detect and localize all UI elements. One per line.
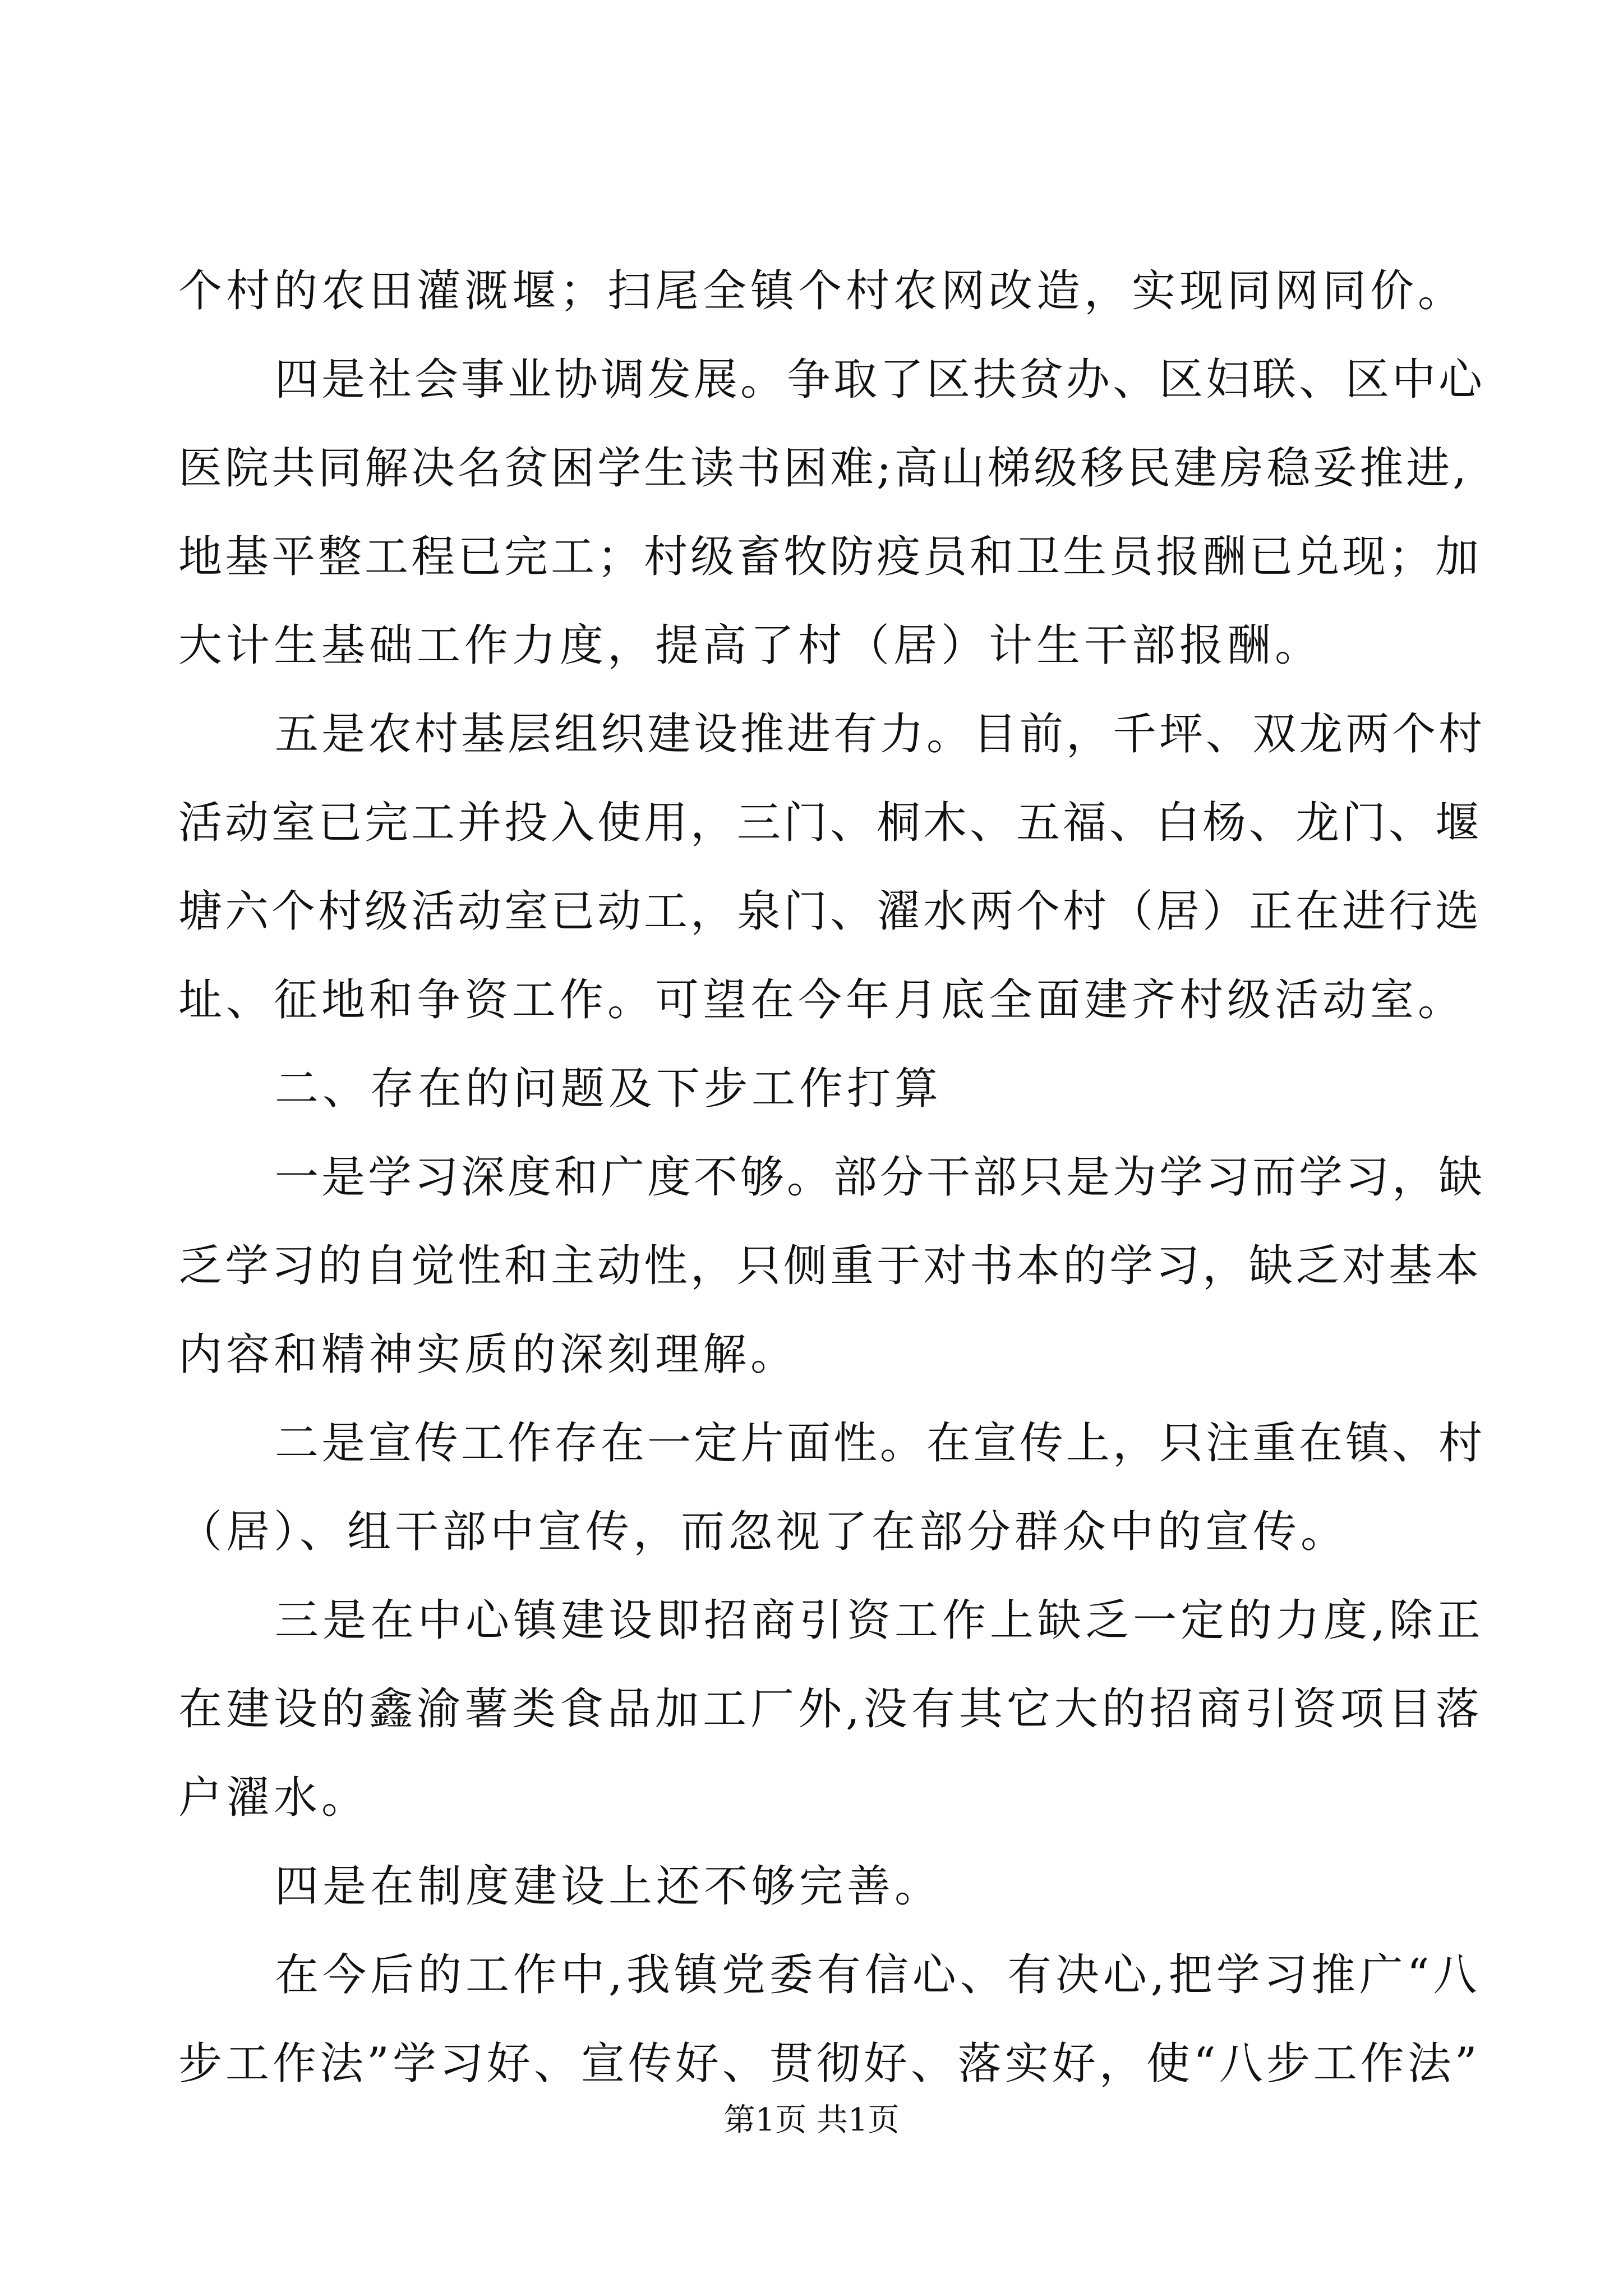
text-line: 地基平整工程已完工；村级畜牧防疫员和卫生员报酬已兑现；加 <box>178 532 1482 582</box>
text-line: 四是社会事业协调发展。争取了区扶贫办、区妇联、区中心 <box>275 355 1486 405</box>
text-line: （居）、组干部中宣传，而忽视了在部分群众中的宣传。 <box>178 1507 1349 1557</box>
text-line: 二是宣传工作存在一定片面性。在宣传上，只注重在镇、村 <box>275 1418 1486 1469</box>
text-line: 三是在中心镇建设即招商引资工作上缺乏一定的力度,除正 <box>275 1595 1484 1646</box>
text-line: 二、存在的问题及下步工作打算 <box>275 1064 943 1114</box>
text-line: 一是学习深度和广度不够。部分干部只是为学习而学习，缺 <box>275 1152 1486 1203</box>
text-line: 医院共同解决名贫困学生读书困难;高山梯级移民建房稳妥推进, <box>178 443 1470 494</box>
text-line: 在建设的鑫渝薯类食品加工厂外,没有其它大的招商引资项目落 <box>178 1684 1483 1734</box>
text-line: 步工作法”学习好、宣传好、贯彻好、落实好，使“八步工作法” <box>178 2039 1481 2089</box>
text-line: 在今后的工作中,我镇党委有信心、有决心,把学习推广“八 <box>275 1950 1481 2000</box>
text-line: 大计生基础工作力度，提高了村（居）计生干部报酬。 <box>178 620 1323 671</box>
page-footer: 第1页 共1页 <box>723 2102 900 2138</box>
text-line: 活动室已完工并投入使用，三门、桐木、五福、白杨、龙门、堰 <box>178 798 1482 848</box>
text-line: 乏学习的自觉性和主动性，只侧重于对书本的学习，缺乏对基本 <box>178 1241 1482 1291</box>
text-line: 塘六个村级活动室已动工，泉门、濯水两个村（居）正在进行选 <box>178 886 1482 937</box>
text-line: 个村的农田灌溉堰；扫尾全镇个村农网改造，实现同网同价。 <box>178 266 1466 316</box>
text-line: 内容和精神实质的深刻理解。 <box>178 1329 799 1380</box>
text-line: 四是在制度建设上还不够完善。 <box>275 1861 943 1912</box>
text-line: 址、征地和争资工作。可望在今年月底全面建齐村级活动室。 <box>178 975 1466 1025</box>
text-line: 户濯水。 <box>178 1773 370 1823</box>
text-line: 五是农村基层组织建设推进有力。目前，千坪、双龙两个村 <box>275 709 1486 760</box>
document-body <box>178 247 1485 2108</box>
